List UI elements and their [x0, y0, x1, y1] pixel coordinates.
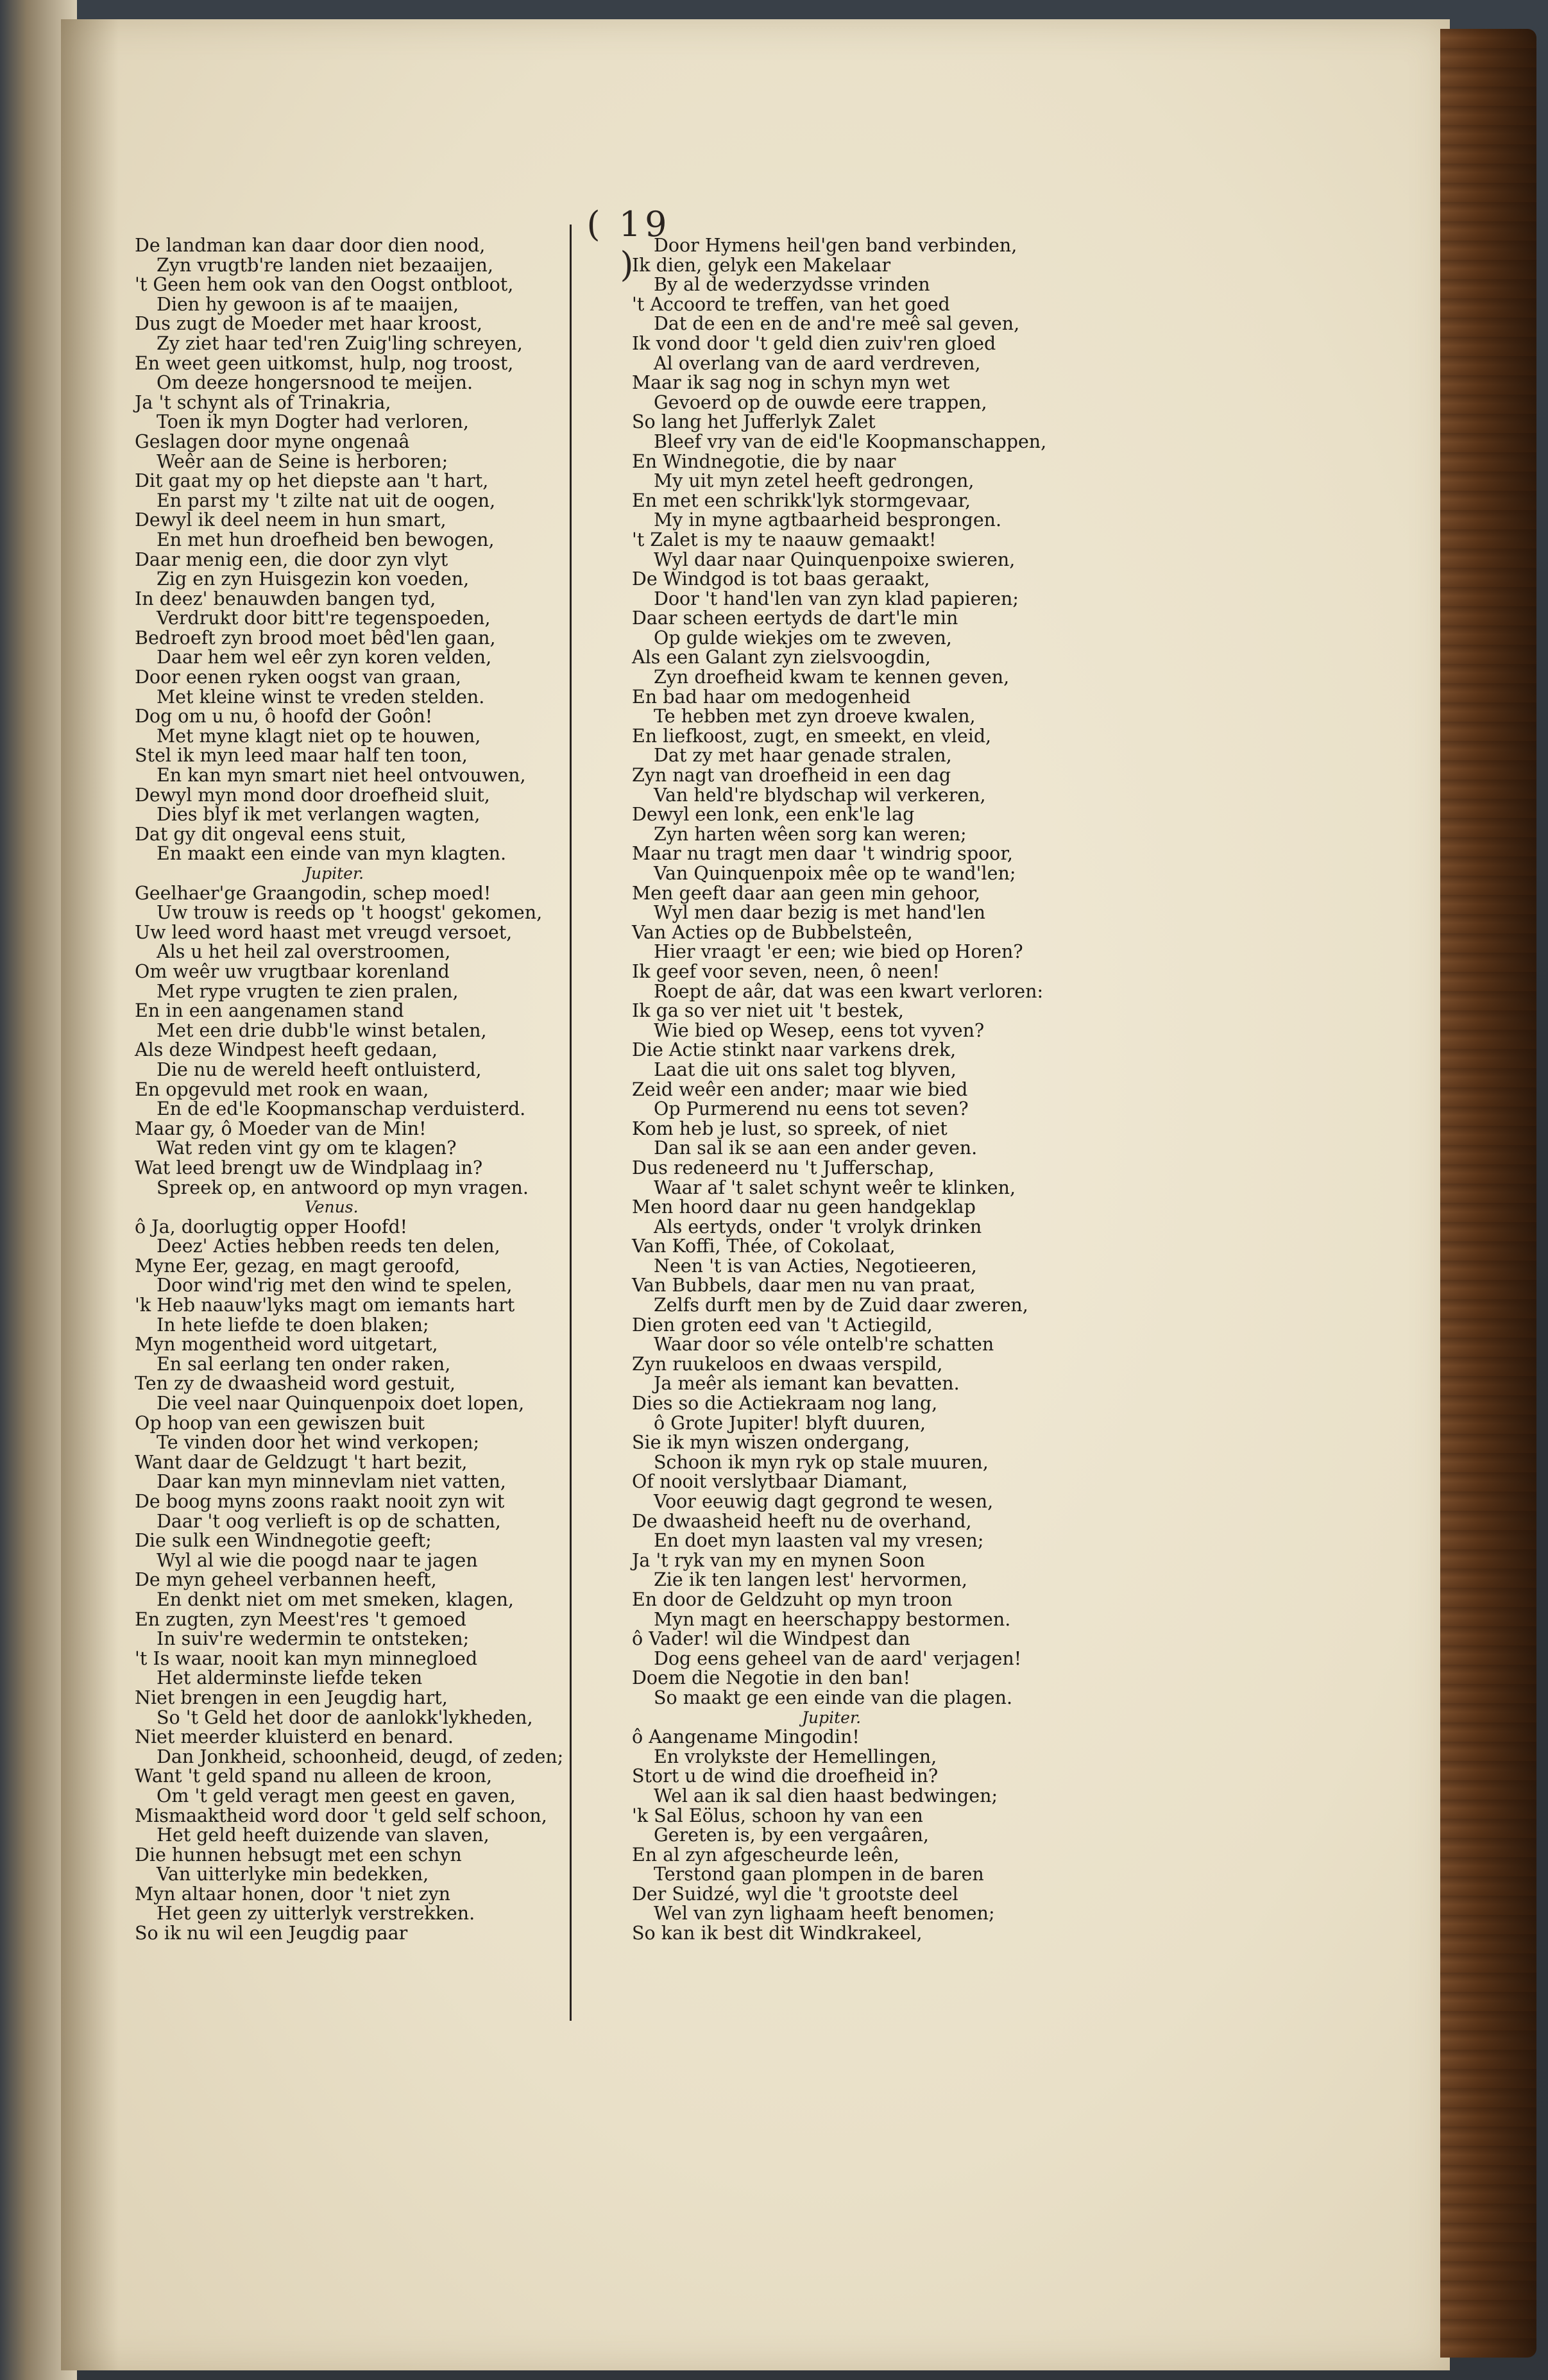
- verse-line: Bleef vry van de eid'le Koopmanschappen,: [654, 430, 1047, 452]
- verse-line: Schoon ik myn ryk op stale muuren,: [654, 1451, 989, 1473]
- verse-line: Bedroeft zyn brood moet bêd'len gaan,: [135, 627, 496, 649]
- verse-line: Dit gaat my op het diepste aan 't hart,: [135, 470, 489, 492]
- verse-line: Of nooit verslytbaar Diamant,: [632, 1471, 908, 1493]
- verse-line: Dus redeneerd nu 't Jufferschap,: [632, 1157, 935, 1178]
- verse-line: Door Hymens heil'gen band verbinden,: [654, 235, 1017, 256]
- verse-line: En parst my 't zilte nat uit de oogen,: [157, 489, 496, 511]
- verse-line: Van Bubbels, daar men nu van praat,: [632, 1275, 976, 1296]
- verse-line: ô Vader! wil die Windpest dan: [632, 1628, 910, 1650]
- verse-line: Zyn nagt van droefheid in een dag: [632, 765, 951, 786]
- verse-line: En in een aangenamen stand: [135, 1000, 404, 1022]
- verse-line: Men geeft daar aan geen min gehoor,: [632, 882, 981, 904]
- verse-line: Wat leed brengt uw de Windplaag in?: [135, 1157, 483, 1178]
- verse-line: De myn geheel verbannen heeft,: [135, 1569, 437, 1591]
- verse-line: Verdrukt door bitt're tegenspoeden,: [157, 608, 491, 629]
- verse-line: Als een Galant zyn zielsvoogdin,: [632, 647, 931, 668]
- verse-line: Wel van zyn lighaam heeft benomen;: [654, 1903, 995, 1925]
- verse-line: Wyl al wie die poogd naar te jagen: [157, 1549, 478, 1571]
- verse-line: Niet brengen in een Jeugdig hart,: [135, 1687, 448, 1708]
- verse-line: Zyn vrugtb're landen niet bezaaijen,: [157, 254, 493, 276]
- verse-line: Op hoop van een gewiszen buit: [135, 1412, 425, 1434]
- verse-line: En kan myn smart niet heel ontvouwen,: [157, 765, 526, 786]
- verse-line: Om 't geld veragt men geest en gaven,: [157, 1785, 516, 1806]
- verse-line: 't Geen hem ook van den Oogst ontbloot,: [135, 274, 514, 296]
- verse-line: En al zyn afgescheurde leên,: [632, 1844, 899, 1866]
- verse-line: Gevoerd op de ouwde eere trappen,: [654, 391, 987, 413]
- verse-line: Neen 't is van Acties, Negotieeren,: [654, 1255, 977, 1277]
- verse-line: Als deze Windpest heeft gedaan,: [135, 1039, 438, 1061]
- verse-line: Die veel naar Quinquenpoix doet lopen,: [157, 1393, 525, 1415]
- verse-line: 't Is waar, nooit kan myn minnegloed: [135, 1647, 478, 1669]
- verse-line: In hete liefde te doen blaken;: [157, 1314, 429, 1336]
- verse-line: Van uitterlyke min bedekken,: [157, 1864, 429, 1885]
- verse-line: Ja meêr als iemant kan bevatten.: [654, 1373, 960, 1395]
- verse-line: En opgevuld met rook en waan,: [135, 1078, 429, 1100]
- verse-line: Laat die uit ons salet tog blyven,: [654, 1058, 957, 1080]
- verse-line: Maar ik sag nog in schyn myn wet: [632, 372, 950, 394]
- verse-line: Mismaaktheid word door 't geld self schoon,: [135, 1805, 547, 1826]
- verse-line: Die Actie stinkt naar varkens drek,: [632, 1039, 957, 1061]
- verse-line: Dog om u nu, ô hoofd der Goôn!: [135, 706, 433, 727]
- verse-line: Met een drie dubb'le winst betalen,: [157, 1019, 487, 1041]
- verse-line: De landman kan daar door dien nood,: [135, 235, 486, 256]
- verse-line: Het alderminste liefde teken: [157, 1667, 423, 1689]
- verse-line: Waar door so véle ontelb're schatten: [654, 1334, 994, 1356]
- verse-line: Gereten is, by een vergaâren,: [654, 1824, 929, 1846]
- verse-line: En door de Geldzuht op myn troon: [632, 1588, 953, 1610]
- verse-line: Maar gy, ô Moeder van de Min!: [135, 1118, 427, 1139]
- verse-line: En met hun droefheid ben bewogen,: [157, 529, 495, 550]
- verse-line: En sal eerlang ten onder raken,: [157, 1353, 451, 1375]
- verse-line: Doem die Negotie in den ban!: [632, 1667, 911, 1689]
- book-spine: [1440, 29, 1536, 2358]
- verse-line: Hier vraagt 'er een; wie bied op Horen?: [654, 941, 1023, 963]
- verse-line: So lang het Jufferlyk Zalet: [632, 411, 876, 433]
- verse-line: Zy ziet haar ted'ren Zuig'ling schreyen,: [157, 332, 523, 354]
- verse-line: Met kleine winst te vreden stelden.: [157, 686, 485, 708]
- verse-line: Geslagen door myne ongenaâ: [135, 430, 410, 452]
- verse-line: Om weêr uw vrugtbaar korenland: [135, 960, 450, 982]
- verse-line: Die sulk een Windnegotie geeft;: [135, 1530, 432, 1552]
- verse-line: 't Accoord te treffen, van het goed: [632, 293, 950, 315]
- verse-line: My in myne agtbaarheid besprongen.: [654, 509, 1002, 531]
- verse-line: Myn altaar honen, door 't niet zyn: [135, 1883, 451, 1905]
- verse-line: Op gulde wiekjes om te zweven,: [654, 627, 952, 649]
- verse-line: Men hoord daar nu geen handgeklap: [632, 1196, 976, 1218]
- verse-line: Wat reden vint gy om te klagen?: [157, 1137, 457, 1159]
- verse-line: Spreek op, en antwoord op myn vragen.: [157, 1177, 529, 1198]
- verse-line: Daar 't oog verlieft is op de schatten,: [157, 1510, 501, 1532]
- verse-line: Van Quinquenpoix mêe op te wand'len;: [654, 863, 1016, 884]
- verse-line: Zig en zyn Huisgezin kon voeden,: [157, 568, 470, 590]
- verse-line: Daar scheen eertyds de dart'le min: [632, 608, 958, 629]
- verse-line: Geelhaer'ge Graangodin, schep moed!: [135, 882, 491, 904]
- verse-line: Van Acties op de Bubbelsteên,: [632, 921, 913, 943]
- verse-line: Om deeze hongersnood te meijen.: [157, 372, 473, 394]
- verse-line: So maakt ge een einde van die plagen.: [654, 1687, 1013, 1708]
- verse-line: Als u het heil zal overstroomen,: [157, 941, 451, 963]
- verse-line: Dewyl ik deel neem in hun smart,: [135, 509, 447, 531]
- verse-line: Dies blyf ik met verlangen wagten,: [157, 804, 481, 826]
- verse-line: Zie ik ten langen lest' hervormen,: [654, 1569, 967, 1591]
- verse-line: Door wind'rig met den wind te spelen,: [157, 1275, 513, 1296]
- verse-line: Dat gy dit ongeval eens stuit,: [135, 823, 407, 845]
- verse-line: Roept de aâr, dat was een kwart verloren:: [654, 980, 1044, 1002]
- verse-line: Wyl daar naar Quinquenpoixe swieren,: [654, 548, 1016, 570]
- verse-line: Voor eeuwig dagt gegrond te wesen,: [654, 1491, 994, 1512]
- verse-line: So ik nu wil een Jeugdig paar: [135, 1923, 408, 1944]
- verse-line: ô Aangename Mingodin!: [632, 1726, 860, 1748]
- verse-line: Ja 't ryk van my en mynen Soon: [632, 1549, 925, 1571]
- verse-line: Zyn droefheid kwam te kennen geven,: [654, 667, 1010, 688]
- verse-line: Door eenen ryken oogst van graan,: [135, 667, 461, 688]
- verse-line: De dwaasheid heeft nu de overhand,: [632, 1510, 972, 1532]
- verse-line: Door 't hand'len van zyn klad papieren;: [654, 588, 1019, 609]
- speaker-name: Jupiter.: [802, 1708, 862, 1727]
- verse-line: So kan ik best dit Windkrakeel,: [632, 1923, 923, 1944]
- verse-line: Die nu de wereld heeft ontluisterd,: [157, 1058, 482, 1080]
- page-number: ( 19 ): [586, 204, 671, 285]
- verse-line: Ja 't schynt als of Trinakria,: [135, 391, 391, 413]
- verse-line: Van Koffi, Thée, of Cokolaat,: [632, 1236, 896, 1257]
- column-divider: [570, 225, 572, 2021]
- verse-line: Wyl men daar bezig is met hand'len: [654, 902, 986, 924]
- verse-line: Kom heb je lust, so spreek, of niet: [632, 1118, 948, 1139]
- verse-line: Dan sal ik se aan een ander geven.: [654, 1137, 978, 1159]
- verse-line: Want 't geld spand nu alleen de kroon,: [135, 1765, 493, 1787]
- verse-line: Der Suidzé, wyl die 't grootste deel: [632, 1883, 958, 1905]
- verse-line: De Windgod is tot baas geraakt,: [632, 568, 930, 590]
- verse-line: Terstond gaan plompen in de baren: [654, 1864, 984, 1885]
- verse-line: Met myne klagt niet op te houwen,: [157, 725, 481, 747]
- verse-line: Het geld heeft duizende van slaven,: [157, 1824, 489, 1846]
- verse-line: En vrolykste der Hemellingen,: [654, 1746, 937, 1767]
- verse-line: Het geen zy uitterlyk verstrekken.: [157, 1903, 475, 1925]
- verse-line: Ik ga so ver niet uit 't bestek,: [632, 1000, 904, 1022]
- verse-line: Van held're blydschap wil verkeren,: [654, 784, 986, 806]
- verse-line: Want daar de Geldzugt 't hart bezit,: [135, 1451, 468, 1473]
- verse-line: Ik geef voor seven, neen, ô neen!: [632, 960, 940, 982]
- verse-line: 'k Heb naauw'lyks magt om iemants hart: [135, 1295, 515, 1316]
- verse-line: Zyn ruukeloos en dwaas verspild,: [632, 1353, 943, 1375]
- verse-line: So 't Geld het door de aanlokk'lykheden,: [157, 1706, 533, 1728]
- verse-line: Dien groten eed van 't Actiegild,: [632, 1314, 933, 1336]
- verse-line: En zugten, zyn Meest'res 't gemoed: [135, 1608, 466, 1630]
- verse-line: En weet geen uitkomst, hulp, nog troost,: [135, 352, 514, 374]
- verse-line: Myn mogentheid word uitgetart,: [135, 1334, 438, 1356]
- verse-line: Zyn harten wêen sorg kan weren;: [654, 823, 967, 845]
- verse-line: Deez' Acties hebben reeds ten delen,: [157, 1236, 500, 1257]
- verse-line: Weêr aan de Seine is herboren;: [157, 450, 448, 472]
- verse-line: In deez' benauwden bangen tyd,: [135, 588, 436, 609]
- verse-line: En Windnegotie, die by naar: [632, 450, 896, 472]
- verse-line: En de ed'le Koopmanschap verduisterd.: [157, 1098, 526, 1120]
- verse-line: Maar nu tragt men daar 't windrig spoor,: [632, 843, 1013, 865]
- verse-line: Dan Jonkheid, schoonheid, deugd, of zeden;: [157, 1746, 564, 1767]
- gutter-shadow: [61, 19, 119, 2370]
- speaker-name: Venus.: [305, 1198, 359, 1217]
- right-text-column: [632, 236, 1046, 1944]
- verse-line: Niet meerder kluisterd en benard.: [135, 1726, 454, 1748]
- verse-line: Zelfs durft men by de Zuid daar zweren,: [654, 1295, 1028, 1316]
- verse-line: Stort u de wind die droefheid in?: [632, 1765, 939, 1787]
- verse-line: Ik vond door 't geld dien zuiv'ren gloed: [632, 332, 996, 354]
- verse-line: ô Grote Jupiter! blyft duuren,: [654, 1412, 926, 1434]
- verse-line: Dat zy met haar genade stralen,: [654, 745, 952, 767]
- verse-line: Die hunnen hebsugt met een schyn: [135, 1844, 462, 1866]
- verse-line: 't Zalet is my te naauw gemaakt!: [632, 529, 937, 550]
- verse-line: En doet myn laasten val my vresen;: [654, 1530, 984, 1552]
- verse-line: Dus zugt de Moeder met haar kroost,: [135, 313, 482, 335]
- verse-line: Waar af 't salet schynt weêr te klinken,: [654, 1177, 1016, 1198]
- verse-line: En denkt niet om met smeken, klagen,: [157, 1588, 514, 1610]
- verse-line: De boog myns zoons raakt nooit zyn wit: [135, 1491, 505, 1512]
- verse-line: Myne Eer, gezag, en magt geroofd,: [135, 1255, 461, 1277]
- verse-line: Daar menig een, die door zyn vlyt: [135, 548, 448, 570]
- verse-line: Dien hy gewoon is af te maaijen,: [157, 293, 459, 315]
- verse-line: Dies so die Actiekraam nog lang,: [632, 1393, 938, 1415]
- verse-line: Ten zy de dwaasheid word gestuit,: [135, 1373, 455, 1395]
- verse-line: Dog eens geheel van de aard' verjagen!: [654, 1647, 1022, 1669]
- verse-line: Als eertyds, onder 't vrolyk drinken: [654, 1216, 982, 1237]
- verse-line: In suiv're wedermin te ontsteken;: [157, 1628, 470, 1650]
- verse-line: 'k Sal Eölus, schoon hy van een: [632, 1805, 923, 1826]
- verse-line: Wie bied op Wesep, eens tot vyven?: [654, 1019, 985, 1041]
- verse-line: En bad haar om medogenheid: [632, 686, 911, 708]
- verse-line: By al de wederzydsse vrinden: [654, 274, 930, 296]
- verse-line: Te hebben met zyn droeve kwalen,: [654, 706, 976, 727]
- left-text-column: [135, 236, 563, 1944]
- verse-line: Zeid weêr een ander; maar wie bied: [632, 1078, 968, 1100]
- verse-line: Stel ik myn leed maar half ten toon,: [135, 745, 468, 767]
- verse-line: Myn magt en heerschappy bestormen.: [654, 1608, 1011, 1630]
- verse-line: En met een schrikk'lyk stormgevaar,: [632, 489, 971, 511]
- verse-line: Dewyl een lonk, een enk'le lag: [632, 804, 915, 826]
- verse-line: Toen ik myn Dogter had verloren,: [157, 411, 469, 433]
- verse-line: Daar hem wel eêr zyn koren velden,: [157, 647, 492, 668]
- verse-line: Daar kan myn minnevlam niet vatten,: [157, 1471, 506, 1493]
- verse-line: Wel aan ik sal dien haast bedwingen;: [654, 1785, 998, 1806]
- verse-line: Dewyl myn mond door droefheid sluit,: [135, 784, 490, 806]
- verse-line: Ik dien, gelyk een Makelaar: [632, 254, 891, 276]
- verse-line: En liefkoost, zugt, en smeekt, en vleid,: [632, 725, 992, 747]
- verse-line: Sie ik myn wiszen ondergang,: [632, 1432, 910, 1454]
- verse-line: ô Ja, doorlugtig opper Hoofd!: [135, 1216, 408, 1237]
- verse-line: Te vinden door het wind verkopen;: [157, 1432, 480, 1454]
- verse-line: Met rype vrugten te zien pralen,: [157, 980, 459, 1002]
- verse-line: Uw trouw is reeds op 't hoogst' gekomen,: [157, 902, 543, 924]
- verse-line: Op Purmerend nu eens tot seven?: [654, 1098, 969, 1120]
- verse-line: Uw leed word haast met vreugd versoet,: [135, 921, 513, 943]
- verse-line: Al overlang van de aard verdreven,: [654, 352, 981, 374]
- verse-line: My uit myn zetel heeft gedrongen,: [654, 470, 974, 492]
- verse-line: En maakt een einde van myn klagten.: [157, 843, 507, 865]
- verse-line: Dat de een en de and're meê sal geven,: [654, 313, 1020, 335]
- speaker-name: Jupiter.: [305, 864, 364, 883]
